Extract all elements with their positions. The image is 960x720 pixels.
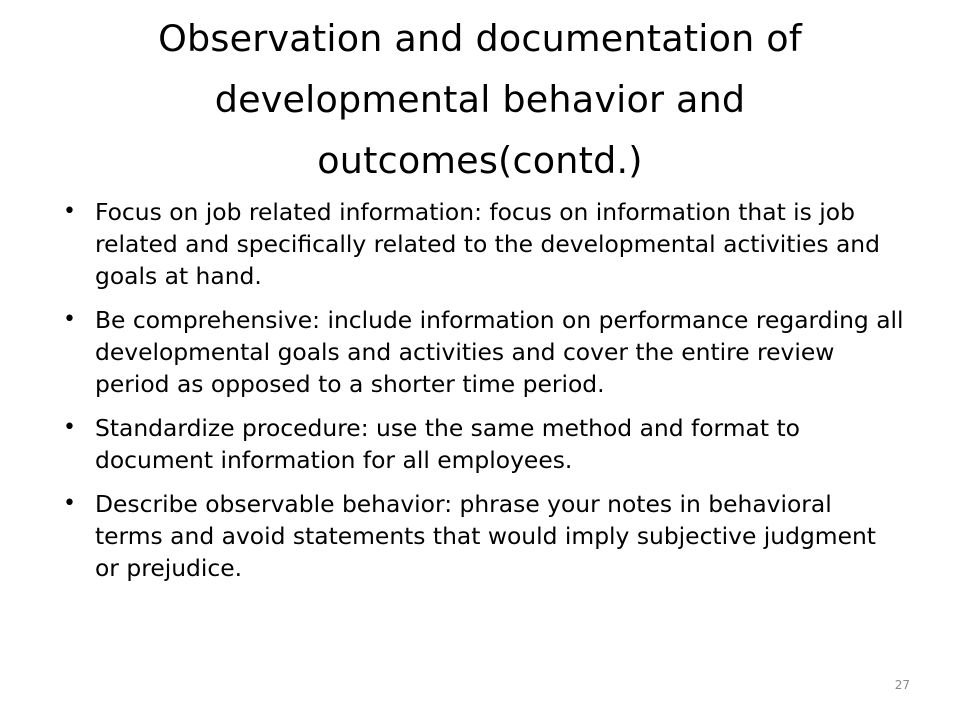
bullet-item-observable-behavior <box>60 488 905 584</box>
bullet-item-comprehensive <box>60 304 905 400</box>
bullet-dot-icon: • <box>63 199 76 224</box>
bullet-text: Be comprehensive: include information on performance regarding all developmental goals and activities and cover the entire review period as opposed to a shorter time period. <box>95 306 904 398</box>
bullet-text: Focus on job related information: focus on information that is job related and specifically related to the developmental activities and goals at hand. <box>95 198 880 290</box>
bullet-list <box>60 196 905 596</box>
bullet-item-job-related <box>60 196 905 292</box>
bullet-item-standardize <box>60 412 905 476</box>
bullet-text: Describe observable behavior: phrase your notes in behavioral terms and avoid statements that would imply subjective judgment or prejudice. <box>95 490 876 582</box>
bullet-dot-icon: • <box>63 307 76 332</box>
bullet-dot-icon: • <box>63 415 76 440</box>
slide-title: Observation and documentation of developmental behavior and outcomes(contd.) <box>158 17 802 182</box>
bullet-dot-icon: • <box>63 491 76 516</box>
bullet-text: Standardize procedure: use the same method and format to document information for all employees. <box>95 414 800 474</box>
page-number: 27 <box>894 678 910 692</box>
